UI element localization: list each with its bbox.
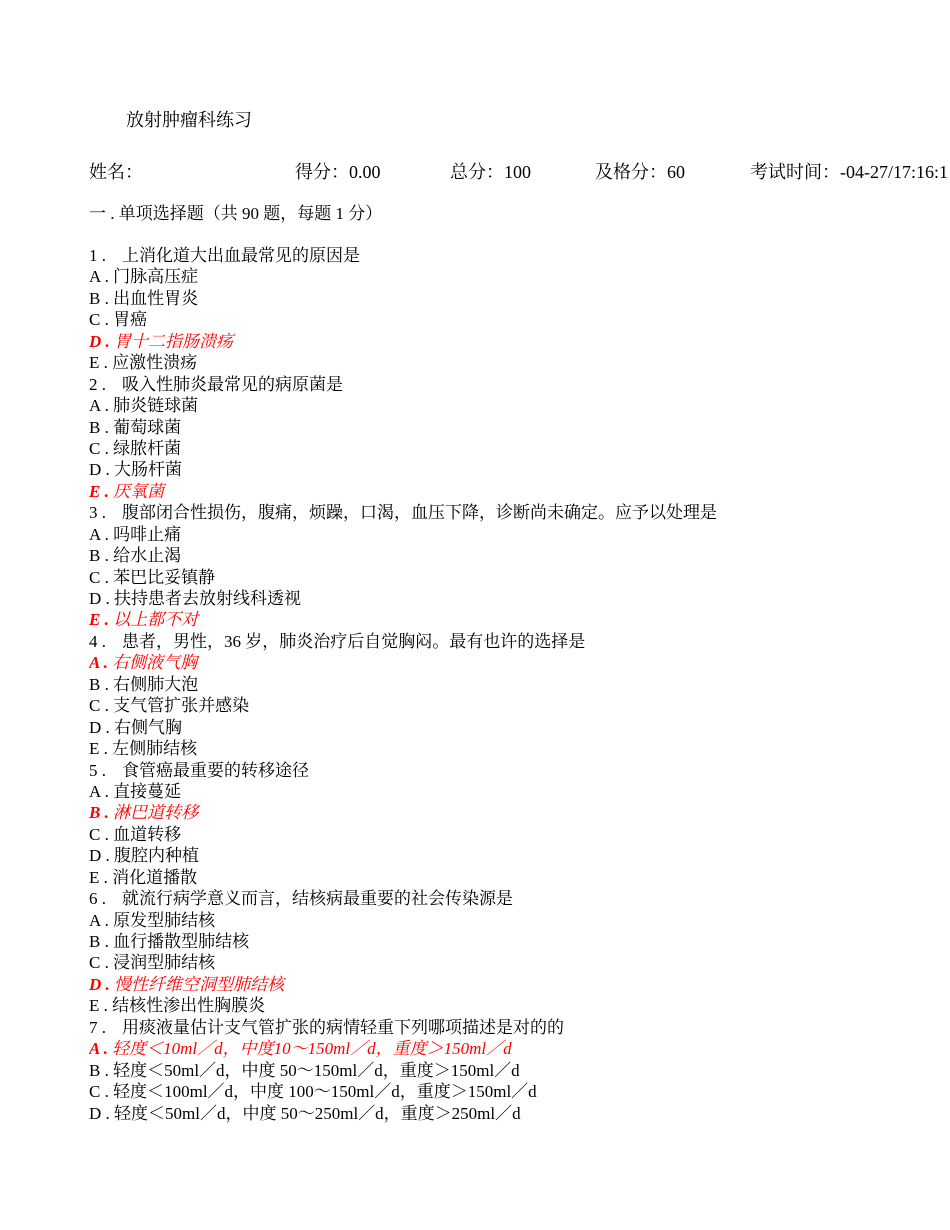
option-correct xyxy=(89,481,950,502)
option-text: 胃十二指肠溃疡 xyxy=(114,331,234,351)
question-number: 3 . xyxy=(89,503,106,523)
option-label: D . xyxy=(89,460,115,480)
option-label: A . xyxy=(89,524,114,544)
question-number: 4 . xyxy=(89,631,106,651)
option-text: 消化道播散 xyxy=(112,867,198,887)
option-text: 腹腔内种植 xyxy=(114,846,200,866)
option-text: 以上都不对 xyxy=(113,610,199,630)
option-text: 厌氧菌 xyxy=(113,481,165,501)
option xyxy=(89,717,950,738)
option-correct xyxy=(89,974,950,995)
question-text: 上消化道大出血最常见的原因是 xyxy=(122,246,360,265)
option-text: 血行播散型肺结核 xyxy=(113,932,250,951)
option-label: A . xyxy=(89,396,114,416)
question-text: 吸入性肺炎最常见的病原菌是 xyxy=(122,374,343,394)
option xyxy=(89,309,950,330)
option-label: E . xyxy=(89,996,113,1016)
option-label: E . xyxy=(89,481,114,501)
score-text: 得分：0.00 xyxy=(295,162,381,182)
option-text: 浸润型肺结核 xyxy=(113,953,216,973)
option xyxy=(89,545,950,566)
option-label: D . xyxy=(89,589,115,608)
option xyxy=(89,910,950,931)
option-label: A . xyxy=(89,1039,113,1059)
option xyxy=(89,395,950,416)
name-label: 姓名： xyxy=(89,162,143,182)
option xyxy=(89,352,950,373)
option-label: C . xyxy=(89,438,114,458)
option-text: 肺炎链球菌 xyxy=(113,396,199,416)
pass-score-text: 及格分：60 xyxy=(595,162,685,182)
option-label: A . xyxy=(89,910,114,930)
option-text: 吗啡止痛 xyxy=(113,524,182,544)
option-text: 出血性胃炎 xyxy=(113,288,199,308)
question-number: 5 . xyxy=(89,760,106,780)
option-text: 大肠杆菌 xyxy=(114,460,183,480)
option-correct xyxy=(89,609,950,630)
question-text: 腹部闭合性损伤，腹痛，烦躁，口渴，血压下降，诊断尚未确定。应予以处理是 xyxy=(122,503,717,523)
option-label: B . xyxy=(89,932,114,951)
option-label: B . xyxy=(89,1060,114,1080)
option xyxy=(89,867,950,888)
option-label: A . xyxy=(89,653,113,673)
option xyxy=(89,781,950,802)
option-label: A . xyxy=(89,781,114,801)
option-label: B . xyxy=(89,546,114,566)
option-text: 轻度＜50ml／d，中度 50～150ml／d，重度＞150ml／d xyxy=(113,1060,520,1080)
option-text: 血道转移 xyxy=(113,824,182,844)
question-stem xyxy=(89,888,950,909)
option-text: 结核性渗出性胸膜炎 xyxy=(112,996,266,1016)
option xyxy=(89,417,950,438)
option-text: 应激性溃疡 xyxy=(112,353,198,373)
option-text: 葡萄球菌 xyxy=(113,417,182,437)
option xyxy=(89,995,950,1016)
option-text: 慢性纤维空洞型肺结核 xyxy=(114,974,285,994)
option-label: E . xyxy=(89,610,114,630)
page-title: 放射肿瘤科练习 xyxy=(126,110,252,130)
question-stem xyxy=(89,502,950,523)
option-label: D . xyxy=(89,331,115,351)
option-text: 给水止渴 xyxy=(113,546,182,566)
option-label: C . xyxy=(89,567,114,587)
question-list xyxy=(89,245,950,1124)
question-stem xyxy=(89,760,950,781)
option-text: 门脉高压症 xyxy=(113,267,199,287)
option xyxy=(89,567,950,588)
option-label: B . xyxy=(89,803,114,823)
option-text: 轻度＜100ml／d，中度 100～150ml／d，重度＞150ml／d xyxy=(113,1082,537,1102)
option-label: C . xyxy=(89,1082,114,1102)
question-text: 就流行病学意义而言，结核病最重要的社会传染源是 xyxy=(122,889,513,909)
option xyxy=(89,288,950,309)
option-label: B . xyxy=(89,288,114,308)
option-text: 轻度＜50ml／d，中度 50～250ml／d，重度＞250ml／d xyxy=(114,1103,521,1123)
option-text: 支气管扩张并感染 xyxy=(113,696,250,716)
option xyxy=(89,1081,950,1102)
option-label: C . xyxy=(89,824,114,844)
option-text: 直接蔓延 xyxy=(113,781,182,801)
question-number: 2 . xyxy=(89,374,106,394)
option-text: 右侧肺大泡 xyxy=(113,674,199,694)
option xyxy=(89,824,950,845)
option-label: E . xyxy=(89,867,113,887)
question-text: 患者，男性，36 岁，肺炎治疗后自觉胸闷。最有也许的选择是 xyxy=(122,631,586,651)
option xyxy=(89,695,950,716)
question-text: 食管癌最重要的转移途径 xyxy=(122,760,309,780)
option-text: 原发型肺结核 xyxy=(113,910,216,930)
section-title: 一 . 单项选择题（共 90 题，每题 1 分） xyxy=(89,204,383,223)
option-text: 右侧液气胸 xyxy=(112,653,198,673)
total-score-text: 总分：100 xyxy=(450,162,531,182)
option-label: C . xyxy=(89,310,114,330)
option-label: A . xyxy=(89,267,114,287)
option xyxy=(89,738,950,759)
option xyxy=(89,266,950,287)
option-correct xyxy=(89,652,950,673)
question-stem xyxy=(89,1017,950,1038)
option-text: 右侧气胸 xyxy=(114,717,183,737)
option-text: 淋巴道转移 xyxy=(113,803,199,823)
option-label: E . xyxy=(89,739,113,759)
option-correct xyxy=(89,1038,950,1059)
option-label: E . xyxy=(89,353,113,373)
option-text: 左侧肺结核 xyxy=(112,739,198,759)
option xyxy=(89,952,950,973)
option-label: B . xyxy=(89,417,114,437)
option xyxy=(89,459,950,480)
question-number: 6 . xyxy=(89,889,106,909)
option xyxy=(89,845,950,866)
question-stem xyxy=(89,374,950,395)
option-text: 绿脓杆菌 xyxy=(113,438,182,458)
option xyxy=(89,588,950,609)
option-label: D . xyxy=(89,717,115,737)
option-label: B . xyxy=(89,674,114,694)
option-text: 轻度＜10ml／d，中度10～150ml／d，重度＞150ml／d xyxy=(112,1039,512,1059)
option-label: D . xyxy=(89,846,115,866)
option xyxy=(89,1060,950,1081)
option xyxy=(89,674,950,695)
question-number: 1 . xyxy=(89,246,106,265)
option-text: 胃癌 xyxy=(113,310,148,330)
option-label: C . xyxy=(89,953,114,973)
option xyxy=(89,931,950,952)
option-label: D . xyxy=(89,1103,115,1123)
option-label: D . xyxy=(89,974,115,994)
option xyxy=(89,1103,950,1124)
option xyxy=(89,524,950,545)
question-number: 7 . xyxy=(89,1017,106,1037)
option-text: 苯巴比妥镇静 xyxy=(113,567,216,587)
option-text: 扶持患者去放射线科透视 xyxy=(114,589,302,608)
option-correct xyxy=(89,331,950,352)
option-label: C . xyxy=(89,696,114,716)
question-stem xyxy=(89,631,950,652)
question-text: 用痰液量估计支气管扩张的病情轻重下列哪项描述是对的的 xyxy=(122,1017,564,1037)
exam-time-text: 考试时间：-04-27/17:16:1 xyxy=(750,162,948,182)
question-stem xyxy=(89,245,950,266)
option-correct xyxy=(89,802,950,823)
option xyxy=(89,438,950,459)
